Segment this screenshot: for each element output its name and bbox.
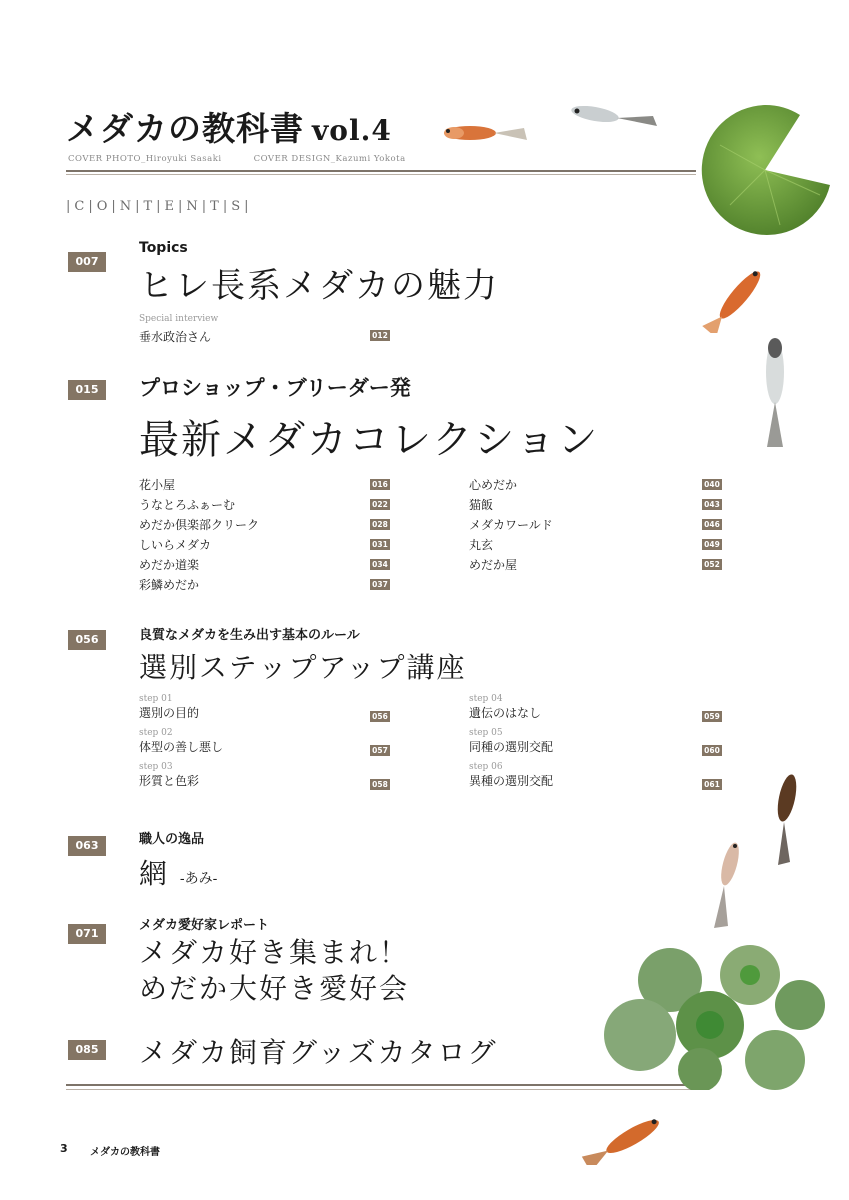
item-page-badge: 037 <box>370 579 390 590</box>
list-item[interactable] <box>139 474 389 494</box>
step-name: 体型の善し悪し <box>139 740 224 754</box>
footer-page-number: 3 <box>60 1142 68 1155</box>
medaka-fish-icon <box>432 118 532 148</box>
report-title[interactable] <box>139 935 409 1007</box>
title-text: メダカの教科書 <box>66 109 304 148</box>
step-page-badge: 060 <box>702 745 722 756</box>
item-name: めだか屋 <box>469 558 518 572</box>
header-rule-thin <box>66 174 696 175</box>
list-item[interactable] <box>469 494 724 514</box>
step-name: 選別の目的 <box>139 706 200 720</box>
water-lettuce-icon <box>600 945 825 1090</box>
cover-photo-credit: COVER PHOTO_Hiroyuki Sasaki <box>68 154 222 164</box>
magazine-title <box>66 103 392 150</box>
step-item[interactable] <box>469 694 724 728</box>
item-name: 猫飯 <box>469 498 494 512</box>
step-label: step 02 <box>139 728 173 738</box>
item-name: 心めだか <box>469 478 518 492</box>
step-page-badge: 059 <box>702 711 722 722</box>
interview-page-badge[interactable]: 012 <box>370 330 390 341</box>
contents-label: |C|O|N|T|E|N|T|S| <box>66 199 253 214</box>
item-name: メダカワールド <box>469 518 553 532</box>
craft-page-badge[interactable]: 063 <box>68 836 106 856</box>
topics-kicker: Topics <box>139 240 188 256</box>
interview-label: Special interview <box>139 314 219 324</box>
selection-right-steps <box>469 694 724 796</box>
step-name: 異種の選別交配 <box>469 774 554 788</box>
step-page-badge: 058 <box>370 779 390 790</box>
item-page-badge: 046 <box>702 519 722 530</box>
craft-title[interactable] <box>139 852 217 892</box>
step-item[interactable] <box>139 762 389 796</box>
volume-text: vol.4 <box>312 114 392 147</box>
item-name: めだか倶楽部クリーク <box>139 518 260 532</box>
item-name: しいらメダカ <box>139 538 212 552</box>
list-item[interactable] <box>139 534 389 554</box>
medaka-fish-icon <box>708 838 748 933</box>
step-item[interactable] <box>139 694 389 728</box>
item-page-badge: 034 <box>370 559 390 570</box>
step-page-badge: 056 <box>370 711 390 722</box>
item-name: うなとろふぁーむ <box>139 498 236 512</box>
list-item[interactable] <box>469 474 724 494</box>
list-item[interactable] <box>139 514 389 534</box>
selection-title[interactable]: 選別ステップアップ講座 <box>139 651 467 684</box>
cover-credits <box>68 154 406 164</box>
topics-title[interactable]: ヒレ長系メダカの魅力 <box>139 266 499 306</box>
step-item[interactable] <box>469 762 724 796</box>
step-page-badge: 061 <box>702 779 722 790</box>
step-item[interactable] <box>139 728 389 762</box>
step-label: step 05 <box>469 728 503 738</box>
item-name: めだか道楽 <box>139 558 200 572</box>
catalog-title[interactable]: メダカ飼育グッズカタログ <box>139 1036 498 1069</box>
step-name: 同種の選別交配 <box>469 740 554 754</box>
cover-design-credit: COVER DESIGN_Kazumi Yokota <box>253 154 406 164</box>
report-kicker: メダカ愛好家レポート <box>139 918 270 933</box>
list-item[interactable] <box>139 574 389 594</box>
step-label: step 06 <box>469 762 503 772</box>
item-name: 花小屋 <box>139 478 176 492</box>
step-name: 形質と色彩 <box>139 774 200 788</box>
step-label: step 01 <box>139 694 173 704</box>
selection-page-badge[interactable]: 056 <box>68 630 106 650</box>
collection-right-list <box>469 474 724 574</box>
list-item[interactable] <box>139 554 389 574</box>
item-page-badge: 049 <box>702 539 722 550</box>
step-item[interactable] <box>469 728 724 762</box>
selection-left-steps <box>139 694 389 796</box>
footer-magazine-name: メダカの教科書 <box>90 1147 160 1158</box>
list-item[interactable] <box>469 534 724 554</box>
medaka-fish-icon <box>700 258 780 333</box>
collection-page-badge[interactable]: 015 <box>68 380 106 400</box>
craft-kicker: 職人の逸品 <box>139 832 205 847</box>
item-page-badge: 040 <box>702 479 722 490</box>
item-page-badge: 031 <box>370 539 390 550</box>
item-page-badge: 028 <box>370 519 390 530</box>
medaka-fish-icon <box>755 332 795 452</box>
medaka-fish-icon <box>565 100 660 130</box>
report-page-badge[interactable]: 071 <box>68 924 106 944</box>
item-page-badge: 043 <box>702 499 722 510</box>
lily-pad-icon <box>690 95 840 245</box>
selection-kicker: 良質なメダカを生み出す基本のルール <box>139 628 360 643</box>
collection-title[interactable]: 最新メダカコレクション <box>139 417 600 463</box>
medaka-fish-icon <box>770 770 805 870</box>
step-label: step 04 <box>469 694 503 704</box>
list-item[interactable] <box>139 494 389 514</box>
topics-page-badge[interactable]: 007 <box>68 252 106 272</box>
collection-left-list <box>139 474 389 594</box>
step-page-badge: 057 <box>370 745 390 756</box>
step-label: step 03 <box>139 762 173 772</box>
report-title-line1: メダカ好き集まれ！ <box>139 936 410 969</box>
medaka-fish-icon <box>575 1110 685 1165</box>
craft-subtitle: -あみ- <box>179 871 218 887</box>
list-item[interactable] <box>469 554 724 574</box>
interview-name[interactable]: 垂水政治さん <box>139 330 212 344</box>
craft-title-text: 網 <box>139 857 170 890</box>
catalog-page-badge[interactable]: 085 <box>68 1040 106 1060</box>
item-page-badge: 022 <box>370 499 390 510</box>
header-rule <box>66 170 696 172</box>
collection-kicker: プロショップ・ブリーダー発 <box>139 376 411 400</box>
item-page-badge: 052 <box>702 559 722 570</box>
step-name: 遺伝のはなし <box>469 706 542 720</box>
item-name: 彩鱗めだか <box>139 578 200 592</box>
report-title-line2: めだか大好き愛好会 <box>139 972 410 1005</box>
item-name: 丸玄 <box>469 538 494 552</box>
list-item[interactable] <box>469 514 724 534</box>
item-page-badge: 016 <box>370 479 390 490</box>
